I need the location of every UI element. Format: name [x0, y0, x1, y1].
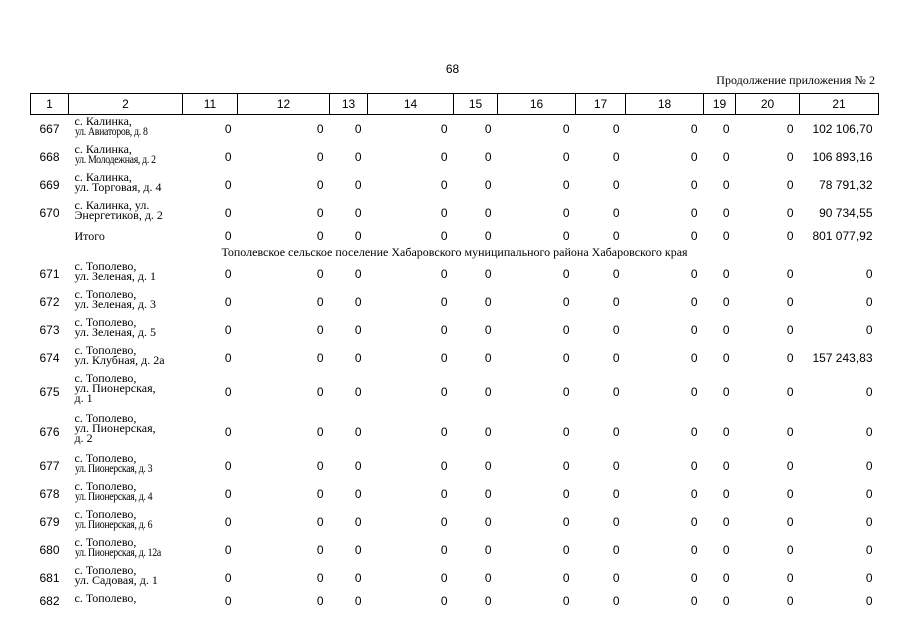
row-number: 667: [39, 122, 60, 136]
address-cell: [69, 372, 183, 412]
value-cell: 0: [440, 267, 448, 281]
table-body: [31, 115, 879, 610]
value-cell: 0: [865, 385, 873, 399]
address-line: ул. Торговая, д. 4: [74, 180, 162, 194]
value-cell: 157 243,83: [812, 351, 873, 365]
col-header: 11: [183, 94, 238, 115]
value-cell: 0: [690, 593, 698, 608]
value-cell: 0: [440, 228, 448, 243]
value-cell: 0: [440, 459, 448, 473]
table-row: [31, 199, 879, 227]
value-cell: 0: [690, 295, 698, 309]
col-header: 15: [454, 94, 498, 115]
address-line: ул. Зеленая, д. 3: [74, 297, 156, 311]
value-cell: 0: [484, 206, 492, 220]
value-cell: 0: [484, 385, 492, 399]
table-row: [31, 564, 879, 592]
address-line: с. Тополево,: [74, 507, 137, 521]
value-cell: 0: [562, 571, 570, 585]
value-cell: 0: [786, 571, 794, 585]
value-cell: 0: [484, 487, 492, 501]
value-cell: 0: [224, 487, 232, 501]
value-cell: 0: [354, 543, 362, 557]
value-cell: 0: [562, 323, 570, 337]
address-cell: [69, 171, 183, 199]
value-cell: 0: [316, 425, 324, 439]
table-row: [31, 115, 879, 144]
value-cell: 0: [612, 543, 620, 557]
table-row: [31, 316, 879, 344]
value-cell: 0: [484, 267, 492, 281]
value-cell: 0: [440, 150, 448, 164]
address-line: ул. Авиаторов, д. 8: [74, 124, 148, 138]
row-number: 669: [39, 178, 60, 192]
value-cell: 106 893,16: [812, 150, 873, 164]
total-label: Итого: [74, 229, 105, 243]
address-line: ул. Пионерская,: [74, 381, 156, 395]
value-cell: 0: [690, 487, 698, 501]
value-cell: 0: [690, 543, 698, 557]
value-cell: 0: [562, 385, 570, 399]
value-cell: 0: [722, 459, 730, 473]
address-cell: [69, 480, 183, 508]
address-cell: [69, 199, 183, 227]
value-cell: 0: [484, 459, 492, 473]
address-line: д. 2: [74, 431, 93, 445]
value-cell: 0: [316, 487, 324, 501]
value-cell: 0: [690, 515, 698, 529]
value-cell: 0: [612, 593, 620, 608]
value-cell: 0: [354, 178, 362, 192]
address-cell: [69, 260, 183, 288]
table-row: [31, 508, 879, 536]
address-line: Энергетиков, д. 2: [74, 208, 163, 222]
value-cell: 0: [484, 515, 492, 529]
address-line: с. Калинка,: [74, 114, 132, 128]
value-cell: 0: [786, 459, 794, 473]
value-cell: 0: [690, 267, 698, 281]
address-line: с. Тополево,: [74, 259, 137, 273]
value-cell: 0: [722, 228, 730, 243]
table-row: [31, 536, 879, 564]
value-cell: 0: [690, 323, 698, 337]
row-number: 682: [39, 593, 60, 608]
value-cell: 0: [865, 323, 873, 337]
value-cell: 0: [484, 593, 492, 608]
address-line: с. Тополево,: [74, 287, 137, 301]
row-number: [31, 227, 69, 244]
address-cell: [69, 564, 183, 592]
value-cell: 0: [865, 571, 873, 585]
value-cell: 0: [440, 206, 448, 220]
address-line: с. Тополево,: [74, 591, 137, 605]
col-header: 14: [368, 94, 454, 115]
value-cell: 0: [562, 459, 570, 473]
address-line: ул. Пионерская,: [74, 421, 156, 435]
value-cell: 0: [224, 385, 232, 399]
value-cell: 0: [865, 295, 873, 309]
value-cell: 0: [612, 459, 620, 473]
address-cell: [69, 412, 183, 452]
value-cell: 0: [440, 122, 448, 136]
value-cell: 0: [722, 206, 730, 220]
value-cell: 0: [354, 459, 362, 473]
value-cell: 0: [562, 351, 570, 365]
value-cell: 0: [690, 459, 698, 473]
value-cell: 0: [440, 515, 448, 529]
value-cell: 0: [690, 122, 698, 136]
value-cell: 0: [354, 571, 362, 585]
row-number: 674: [39, 351, 60, 365]
value-cell: 0: [865, 459, 873, 473]
value-cell: 0: [316, 385, 324, 399]
table-row: [31, 480, 879, 508]
value-cell: 0: [612, 385, 620, 399]
value-cell: 0: [316, 178, 324, 192]
value-cell: 0: [786, 295, 794, 309]
value-cell: 0: [690, 425, 698, 439]
value-cell: 0: [786, 228, 794, 243]
address-line: с. Тополево,: [74, 411, 137, 425]
value-cell: 0: [690, 351, 698, 365]
value-cell: 0: [722, 593, 730, 608]
address-line: ул. Молодежная, д. 2: [74, 152, 156, 166]
address-line: д. 1: [74, 391, 93, 405]
value-cell: 0: [316, 206, 324, 220]
value-cell: 0: [224, 543, 232, 557]
value-cell: 0: [786, 385, 794, 399]
value-cell: 0: [484, 571, 492, 585]
value-cell: 102 106,70: [812, 122, 873, 136]
value-cell: 0: [316, 593, 324, 608]
col-header: 16: [498, 94, 576, 115]
col-header: 19: [704, 94, 736, 115]
value-cell: 0: [440, 323, 448, 337]
data-table: [30, 93, 879, 609]
value-cell: 0: [690, 178, 698, 192]
value-cell: 0: [722, 515, 730, 529]
address-line: с. Тополево,: [74, 343, 137, 357]
value-cell: 0: [786, 593, 794, 608]
value-cell: 0: [440, 425, 448, 439]
address-line: с. Тополево,: [74, 479, 137, 493]
value-cell: 0: [316, 323, 324, 337]
value-cell: 0: [865, 515, 873, 529]
value-cell: 0: [562, 228, 570, 243]
page-number: 68: [445, 62, 460, 76]
value-cell: 0: [224, 178, 232, 192]
value-cell: 0: [562, 593, 570, 608]
value-cell: 0: [224, 459, 232, 473]
value-cell: 0: [786, 351, 794, 365]
value-cell: 0: [440, 543, 448, 557]
value-cell: 0: [440, 351, 448, 365]
address-line: ул. Пионерская, д. 12а: [74, 545, 161, 559]
value-cell: 0: [722, 323, 730, 337]
value-cell: 90 734,55: [819, 206, 873, 220]
col-header: 1: [31, 94, 69, 115]
value-cell: 0: [865, 487, 873, 501]
value-cell: 0: [722, 543, 730, 557]
address-cell: [69, 536, 183, 564]
value-cell: 0: [722, 571, 730, 585]
value-cell: 0: [690, 385, 698, 399]
col-header: 12: [238, 94, 330, 115]
row-number: 678: [39, 487, 60, 501]
value-cell: 0: [354, 323, 362, 337]
row-number: 673: [39, 323, 60, 337]
col-header: 20: [736, 94, 800, 115]
value-cell: 0: [354, 515, 362, 529]
value-cell: 0: [440, 593, 448, 608]
value-cell: 0: [722, 385, 730, 399]
table-row: [31, 344, 879, 372]
value-cell: 0: [440, 487, 448, 501]
value-cell: 0: [224, 267, 232, 281]
value-cell: 0: [440, 385, 448, 399]
table-row: [31, 452, 879, 480]
value-cell: 0: [612, 425, 620, 439]
value-cell: 0: [690, 228, 698, 243]
annex-title: Продолжение приложения № 2: [716, 73, 875, 87]
address-cell: [69, 452, 183, 480]
value-cell: 0: [722, 351, 730, 365]
value-cell: 0: [786, 178, 794, 192]
value-cell: 0: [562, 178, 570, 192]
value-cell: 0: [786, 515, 794, 529]
address-cell: [69, 344, 183, 372]
value-cell: 0: [354, 122, 362, 136]
section-row: [31, 244, 879, 260]
col-header: 18: [626, 94, 704, 115]
row-number: 676: [39, 425, 60, 439]
value-cell: 0: [786, 150, 794, 164]
value-cell: 0: [484, 351, 492, 365]
value-cell: 0: [224, 150, 232, 164]
address-cell: [69, 316, 183, 344]
address-line: ул. Зеленая, д. 5: [74, 325, 156, 339]
value-cell: 0: [562, 206, 570, 220]
value-cell: 0: [316, 267, 324, 281]
value-cell: 0: [865, 593, 873, 608]
value-cell: 0: [354, 487, 362, 501]
value-cell: 0: [865, 543, 873, 557]
value-cell: 0: [786, 323, 794, 337]
section-title: Тополевское сельское поселение Хабаровского муниципального района Хабаровского края: [221, 244, 688, 259]
row-number: 677: [39, 459, 60, 473]
header-row: [31, 94, 879, 115]
value-cell: 0: [612, 122, 620, 136]
value-cell: 0: [484, 295, 492, 309]
row-number: 671: [39, 267, 60, 281]
address-line: с. Тополево,: [74, 563, 137, 577]
value-cell: 0: [440, 178, 448, 192]
value-cell: 0: [612, 206, 620, 220]
col-header: 21: [800, 94, 879, 115]
table-row: [31, 143, 879, 171]
table-row: [31, 592, 879, 609]
value-cell: 0: [865, 267, 873, 281]
value-cell: 0: [316, 228, 324, 243]
value-cell: 0: [316, 122, 324, 136]
value-cell: 0: [612, 228, 620, 243]
value-cell: 0: [562, 150, 570, 164]
value-cell: 0: [224, 206, 232, 220]
value-cell: 0: [786, 425, 794, 439]
row-number: 679: [39, 515, 60, 529]
value-cell: 0: [612, 351, 620, 365]
value-cell: 0: [224, 228, 232, 243]
value-cell: 0: [224, 351, 232, 365]
value-cell: 0: [224, 323, 232, 337]
value-cell: 0: [224, 295, 232, 309]
value-cell: 0: [224, 571, 232, 585]
value-cell: 0: [484, 122, 492, 136]
value-cell: 0: [562, 295, 570, 309]
address-line: с. Тополево,: [74, 535, 137, 549]
value-cell: 0: [224, 593, 232, 608]
value-cell: 78 791,32: [819, 178, 873, 192]
value-cell: 0: [612, 267, 620, 281]
row-number: 680: [39, 543, 60, 557]
value-cell: 0: [722, 267, 730, 281]
value-cell: 0: [562, 267, 570, 281]
address-line: ул. Клубная, д. 2а: [74, 353, 165, 367]
address-line: ул. Пионерская, д. 3: [74, 461, 152, 475]
value-cell: 0: [865, 425, 873, 439]
value-cell: 0: [484, 543, 492, 557]
table-row: [31, 260, 879, 288]
value-cell: 0: [722, 425, 730, 439]
value-cell: 0: [722, 150, 730, 164]
value-cell: 0: [786, 206, 794, 220]
value-cell: 0: [316, 351, 324, 365]
address-cell: [69, 288, 183, 316]
value-cell: 0: [786, 543, 794, 557]
address-line: ул. Зеленая, д. 1: [74, 269, 156, 283]
table-row: [31, 412, 879, 452]
value-cell: 0: [316, 295, 324, 309]
value-cell: 0: [612, 150, 620, 164]
value-cell: 0: [562, 425, 570, 439]
value-cell: 801 077,92: [812, 228, 873, 243]
address-line: с. Тополево,: [74, 371, 137, 385]
value-cell: 0: [354, 593, 362, 608]
address-line: с. Калинка,: [74, 170, 132, 184]
table-row: [31, 171, 879, 199]
row-number: 681: [39, 571, 60, 585]
value-cell: 0: [612, 515, 620, 529]
value-cell: 0: [316, 543, 324, 557]
value-cell: 0: [786, 267, 794, 281]
value-cell: 0: [562, 487, 570, 501]
address-line: ул. Пионерская, д. 6: [74, 517, 152, 531]
row-number: 668: [39, 150, 60, 164]
value-cell: 0: [316, 515, 324, 529]
value-cell: 0: [484, 178, 492, 192]
address-line: с. Калинка, ул.: [74, 198, 150, 212]
table-row: [31, 372, 879, 412]
col-header: 17: [576, 94, 626, 115]
value-cell: 0: [722, 487, 730, 501]
value-cell: 0: [484, 228, 492, 243]
value-cell: 0: [786, 487, 794, 501]
value-cell: 0: [224, 515, 232, 529]
value-cell: 0: [354, 385, 362, 399]
value-cell: 0: [722, 295, 730, 309]
value-cell: 0: [690, 150, 698, 164]
row-number: 672: [39, 295, 60, 309]
value-cell: 0: [316, 571, 324, 585]
row-number: 670: [39, 206, 60, 220]
col-header: 13: [330, 94, 368, 115]
value-cell: 0: [440, 571, 448, 585]
value-cell: 0: [484, 150, 492, 164]
value-cell: 0: [786, 122, 794, 136]
value-cell: 0: [354, 351, 362, 365]
value-cell: 0: [354, 425, 362, 439]
value-cell: 0: [722, 178, 730, 192]
table-row: [31, 288, 879, 316]
address-line: ул. Садовая, д. 1: [74, 573, 158, 587]
value-cell: 0: [224, 122, 232, 136]
value-cell: 0: [316, 150, 324, 164]
address-cell: [69, 592, 183, 609]
value-cell: 0: [612, 295, 620, 309]
address-line: с. Тополево,: [74, 451, 137, 465]
value-cell: 0: [354, 267, 362, 281]
total-row: [31, 227, 879, 244]
value-cell: 0: [562, 122, 570, 136]
value-cell: 0: [354, 206, 362, 220]
row-number: 675: [39, 385, 60, 399]
address-cell: [69, 143, 183, 171]
value-cell: 0: [690, 571, 698, 585]
value-cell: 0: [224, 425, 232, 439]
value-cell: 0: [484, 323, 492, 337]
value-cell: 0: [612, 323, 620, 337]
value-cell: 0: [440, 295, 448, 309]
col-header: 2: [69, 94, 183, 115]
value-cell: 0: [722, 122, 730, 136]
value-cell: 0: [562, 543, 570, 557]
address-line: с. Калинка,: [74, 142, 132, 156]
value-cell: 0: [316, 459, 324, 473]
value-cell: 0: [562, 515, 570, 529]
address-cell: [69, 115, 183, 144]
address-line: ул. Пионерская, д. 4: [74, 489, 152, 503]
value-cell: 0: [484, 425, 492, 439]
value-cell: 0: [612, 178, 620, 192]
value-cell: 0: [354, 228, 362, 243]
value-cell: 0: [354, 150, 362, 164]
value-cell: 0: [690, 206, 698, 220]
address-cell: [69, 508, 183, 536]
value-cell: 0: [612, 571, 620, 585]
value-cell: 0: [612, 487, 620, 501]
value-cell: 0: [354, 295, 362, 309]
address-line: с. Тополево,: [74, 315, 137, 329]
